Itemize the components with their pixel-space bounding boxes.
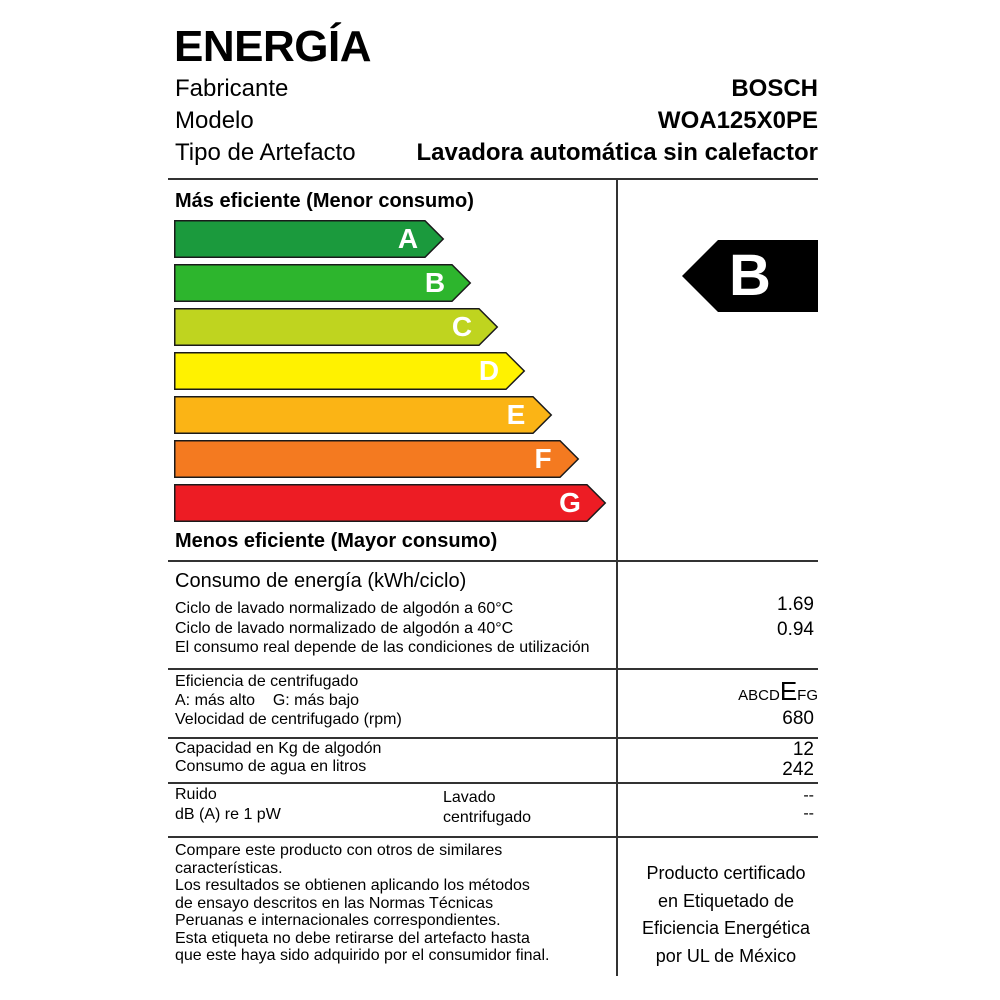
capacity-value: 12 xyxy=(792,739,814,760)
energy-row1-value: 1.69 xyxy=(777,594,814,615)
manufacturer-label: Fabricante xyxy=(175,75,289,102)
manufacturer-value: BOSCH xyxy=(731,75,818,102)
rated-class-letter: B xyxy=(729,243,771,308)
noise-label: Ruido xyxy=(175,786,217,803)
spin-scale-before: ABCD xyxy=(738,687,780,704)
footer-line: características. xyxy=(175,859,283,877)
noise-wash-value: -- xyxy=(803,787,814,804)
footer-line: Los resultados se obtienen aplicando los métodos xyxy=(175,877,530,894)
energy-class-letter: G xyxy=(559,487,581,518)
energy-class-bar-b xyxy=(174,264,471,302)
footer-line: Compare este producto con otros de similares xyxy=(175,842,503,859)
scale-top-caption: Más eficiente (Menor consumo) xyxy=(175,190,474,212)
spin-speed-label: Velocidad de centrifugado (rpm) xyxy=(175,711,402,728)
label-title: ENERGÍA xyxy=(174,22,371,71)
energy-class-bar-e xyxy=(174,396,552,434)
cert-line: en Etiquetado de xyxy=(657,890,795,911)
type-label: Tipo de Artefacto xyxy=(175,139,356,166)
spin-scale-legend: A: más alto G: más bajo xyxy=(175,692,360,709)
divider xyxy=(168,836,818,838)
cert-line: por UL de México xyxy=(655,945,797,966)
energy-note: El consumo real depende de las condiciones de utilización xyxy=(175,639,590,656)
energy-row1-label: Ciclo de lavado normalizado de algodón a 60°C xyxy=(175,600,514,617)
energy-row2-value: 0.94 xyxy=(777,619,814,640)
noise-unit-label: dB (A) re 1 pW xyxy=(175,806,281,823)
energy-class-letter: B xyxy=(424,267,446,298)
energy-class-bar-g xyxy=(174,484,606,522)
divider xyxy=(168,178,818,180)
energy-class-arrow xyxy=(174,440,579,478)
certification-note xyxy=(618,860,834,970)
noise-spin-label: centrifugado xyxy=(443,809,532,826)
column-divider xyxy=(616,179,618,976)
energy-class-letter: E xyxy=(506,399,526,430)
footer-line: que este haya sido adquirido por el consumidor final. xyxy=(175,947,550,964)
energy-class-letter: F xyxy=(534,443,552,474)
energy-row2-label: Ciclo de lavado normalizado de algodón a 40°C xyxy=(175,620,514,637)
spin-speed-value: 680 xyxy=(782,708,814,729)
cert-line: Producto certificado xyxy=(646,863,806,883)
energy-class-letter: C xyxy=(451,311,473,342)
model-value: WOA125X0PE xyxy=(657,107,818,134)
capacity-label: Capacidad en Kg de algodón xyxy=(175,740,382,757)
energy-class-letter: A xyxy=(397,223,419,254)
energy-class-bar-a xyxy=(174,220,444,258)
energy-class-arrow xyxy=(174,484,606,522)
divider xyxy=(168,668,818,670)
divider xyxy=(168,782,818,784)
cert-line: Eficiencia Energética xyxy=(641,918,811,938)
footer-line: de ensayo descritos en las Normas Técnicas xyxy=(175,894,494,912)
footer-line: Esta etiqueta no debe retirarse del artefacto hasta xyxy=(175,929,530,947)
energy-class-arrow xyxy=(174,352,525,390)
water-label: Consumo de agua en litros xyxy=(175,758,367,775)
energy-class-letter: D xyxy=(478,355,500,386)
noise-wash-label: Lavado xyxy=(443,789,496,806)
footer-line: Peruanas e internacionales correspondientes. xyxy=(175,912,501,929)
spin-scale-highlight: E xyxy=(779,676,798,706)
spin-scale-after: FG xyxy=(797,687,818,704)
model-label: Modelo xyxy=(175,107,254,134)
divider xyxy=(168,560,818,562)
footer-notes xyxy=(175,842,549,965)
spin-efficiency-label: Eficiencia de centrifugado xyxy=(175,673,359,690)
energy-class-bar-d xyxy=(174,352,525,390)
noise-spin-value: -- xyxy=(803,805,814,822)
energy-class-bar-f xyxy=(174,440,579,478)
type-value: Lavadora automática sin calefactor xyxy=(416,139,818,166)
energy-class-arrow xyxy=(174,396,552,434)
energy-heading: Consumo de energía (kWh/ciclo) xyxy=(175,570,467,592)
energy-class-bar-c xyxy=(174,308,498,346)
water-value: 242 xyxy=(782,759,814,780)
scale-bottom-caption: Menos eficiente (Mayor consumo) xyxy=(175,530,498,552)
spin-efficiency-scale xyxy=(738,676,818,707)
divider xyxy=(168,737,818,739)
